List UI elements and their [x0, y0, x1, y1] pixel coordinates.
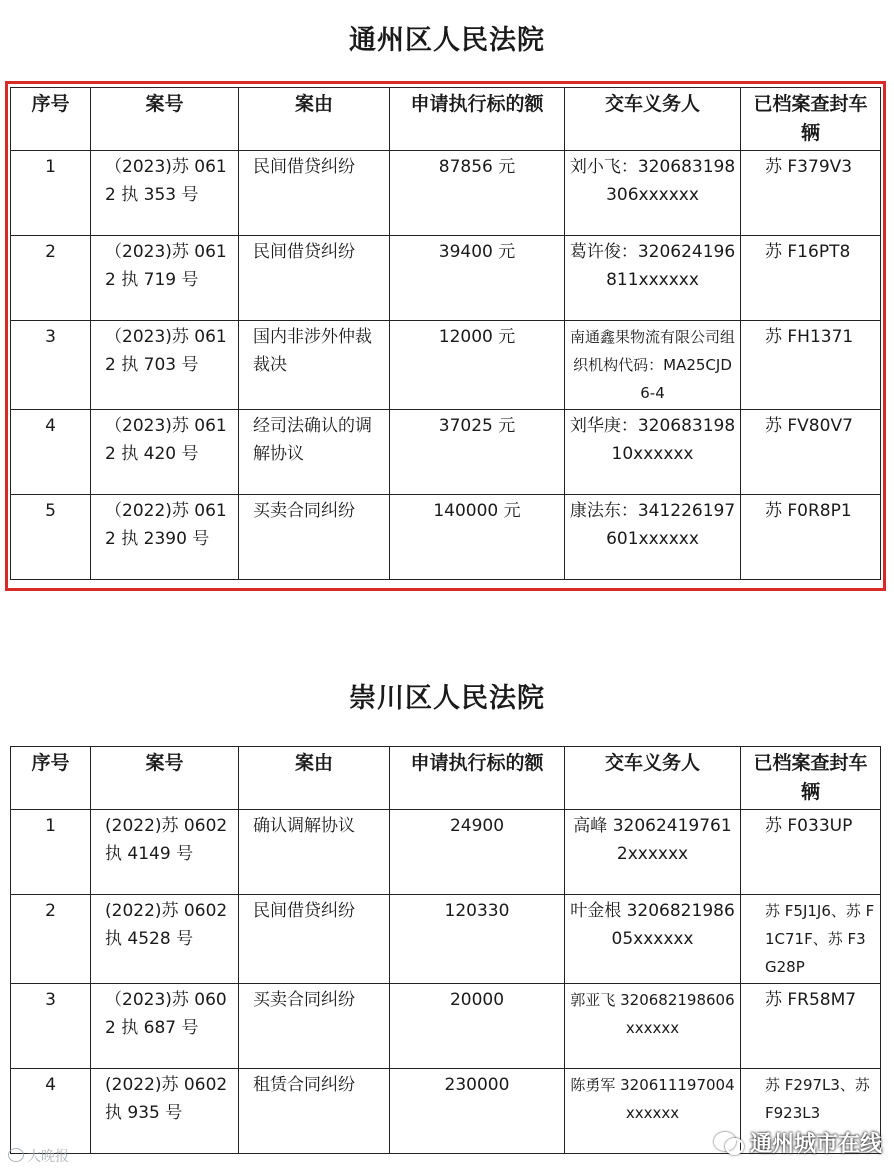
cell-no: 1 [11, 151, 91, 236]
cell-reason: 经司法确认的调解协议 [239, 410, 390, 495]
cell-party: 康法东：341226197601xxxxxx [565, 495, 741, 580]
cell-amount: 39400 元 [390, 236, 565, 321]
cell-party: 南通鑫果物流有限公司组织机构代码：MA25CJD6-4 [565, 321, 741, 410]
cell-amount: 20000 [390, 984, 565, 1069]
header-plate: 已档案查封车辆 [741, 747, 881, 810]
table-row [11, 151, 881, 236]
cell-amount: 24900 [390, 810, 565, 895]
cell-amount: 120330 [390, 895, 565, 984]
cell-case: （2023)苏 0612 执 719 号 [91, 236, 239, 321]
header-no: 序号 [11, 747, 91, 810]
cell-reason: 民间借贷纠纷 [239, 895, 390, 984]
cell-plate: 苏 F5J1J6、苏 F1C71F、苏 F3G28P [741, 895, 881, 984]
cell-case: （2023)苏 0602 执 687 号 [91, 984, 239, 1069]
watermark-right [714, 1125, 882, 1159]
cell-no: 3 [11, 321, 91, 410]
cell-party: 叶金根 320682198605xxxxxx [565, 895, 741, 984]
cell-no: 3 [11, 984, 91, 1069]
cell-case: （2022)苏 0612 执 2390 号 [91, 495, 239, 580]
cell-plate: 苏 FH1371 [741, 321, 881, 410]
cell-case: (2022)苏 0602 执 935 号 [91, 1069, 239, 1154]
header-party: 交车义务人 [565, 747, 741, 810]
cell-reason: 租赁合同纠纷 [239, 1069, 390, 1154]
cell-amount: 230000 [390, 1069, 565, 1154]
cell-party: 葛许俊：320624196811xxxxxx [565, 236, 741, 321]
cell-party: 郭亚飞 320682198606xxxxxx [565, 984, 741, 1069]
cell-party: 高峰 320624197612xxxxxx [565, 810, 741, 895]
table-row [11, 410, 881, 495]
cell-plate: 苏 F033UP [741, 810, 881, 895]
cell-no: 1 [11, 810, 91, 895]
cell-plate: 苏 F379V3 [741, 151, 881, 236]
cell-plate: 苏 FV80V7 [741, 410, 881, 495]
cell-amount: 87856 元 [390, 151, 565, 236]
cell-no: 5 [11, 495, 91, 580]
cell-plate: 苏 F0R8P1 [741, 495, 881, 580]
cell-plate: 苏 F16PT8 [741, 236, 881, 321]
header-case: 案号 [91, 88, 239, 151]
cell-no: 4 [11, 410, 91, 495]
cell-reason: 民间借贷纠纷 [239, 151, 390, 236]
header-plate: 已档案查封车辆 [741, 88, 881, 151]
cell-case: （2023)苏 0612 执 420 号 [91, 410, 239, 495]
court1-table [10, 87, 881, 580]
cell-reason: 买卖合同纠纷 [239, 984, 390, 1069]
cell-plate: 苏 F297L3、苏 F923L3 [741, 1069, 881, 1154]
table-header-row [11, 88, 881, 151]
header-amount: 申请执行标的额 [390, 88, 565, 151]
table-header-row [11, 747, 881, 810]
cell-no: 2 [11, 236, 91, 321]
cell-party: 陈勇军 320611197004xxxxxx [565, 1069, 741, 1154]
header-case: 案号 [91, 747, 239, 810]
court2-table [10, 746, 881, 1154]
cell-amount: 140000 元 [390, 495, 565, 580]
table-row [11, 984, 881, 1069]
cell-party: 刘华庚：32068319810xxxxxx [565, 410, 741, 495]
watermark-left-text: 大晚报 [27, 1149, 69, 1165]
table-row [11, 495, 881, 580]
court2-title: 崇川区人民法院 [349, 683, 545, 714]
cell-no: 2 [11, 895, 91, 984]
table-row [11, 810, 881, 895]
table-row [11, 236, 881, 321]
table-row [11, 321, 881, 410]
cell-amount: 12000 元 [390, 321, 565, 410]
header-reason: 案由 [239, 88, 390, 151]
cell-reason: 确认调解协议 [239, 810, 390, 895]
cell-amount: 37025 元 [390, 410, 565, 495]
cell-no: 4 [11, 1069, 91, 1154]
header-party: 交车义务人 [565, 88, 741, 151]
watermark-right-text: 通州城市在线 [749, 1131, 882, 1157]
watermark-left [8, 1146, 69, 1166]
wechat-icon [714, 1130, 744, 1154]
cell-reason: 民间借贷纠纷 [239, 236, 390, 321]
cell-plate: 苏 FR58M7 [741, 984, 881, 1069]
cell-case: （2023)苏 0612 执 703 号 [91, 321, 239, 410]
table-row [11, 895, 881, 984]
cell-reason: 买卖合同纠纷 [239, 495, 390, 580]
cell-case: （2023)苏 0612 执 353 号 [91, 151, 239, 236]
header-reason: 案由 [239, 747, 390, 810]
cell-case: (2022)苏 0602 执 4149 号 [91, 810, 239, 895]
header-amount: 申请执行标的额 [390, 747, 565, 810]
cell-party: 刘小飞：320683198306xxxxxx [565, 151, 741, 236]
court1-title: 通州区人民法院 [349, 25, 545, 56]
cell-case: (2022)苏 0602 执 4528 号 [91, 895, 239, 984]
cell-reason: 国内非涉外仲裁裁决 [239, 321, 390, 410]
chat-bubble-icon [8, 1148, 24, 1162]
header-no: 序号 [11, 88, 91, 151]
